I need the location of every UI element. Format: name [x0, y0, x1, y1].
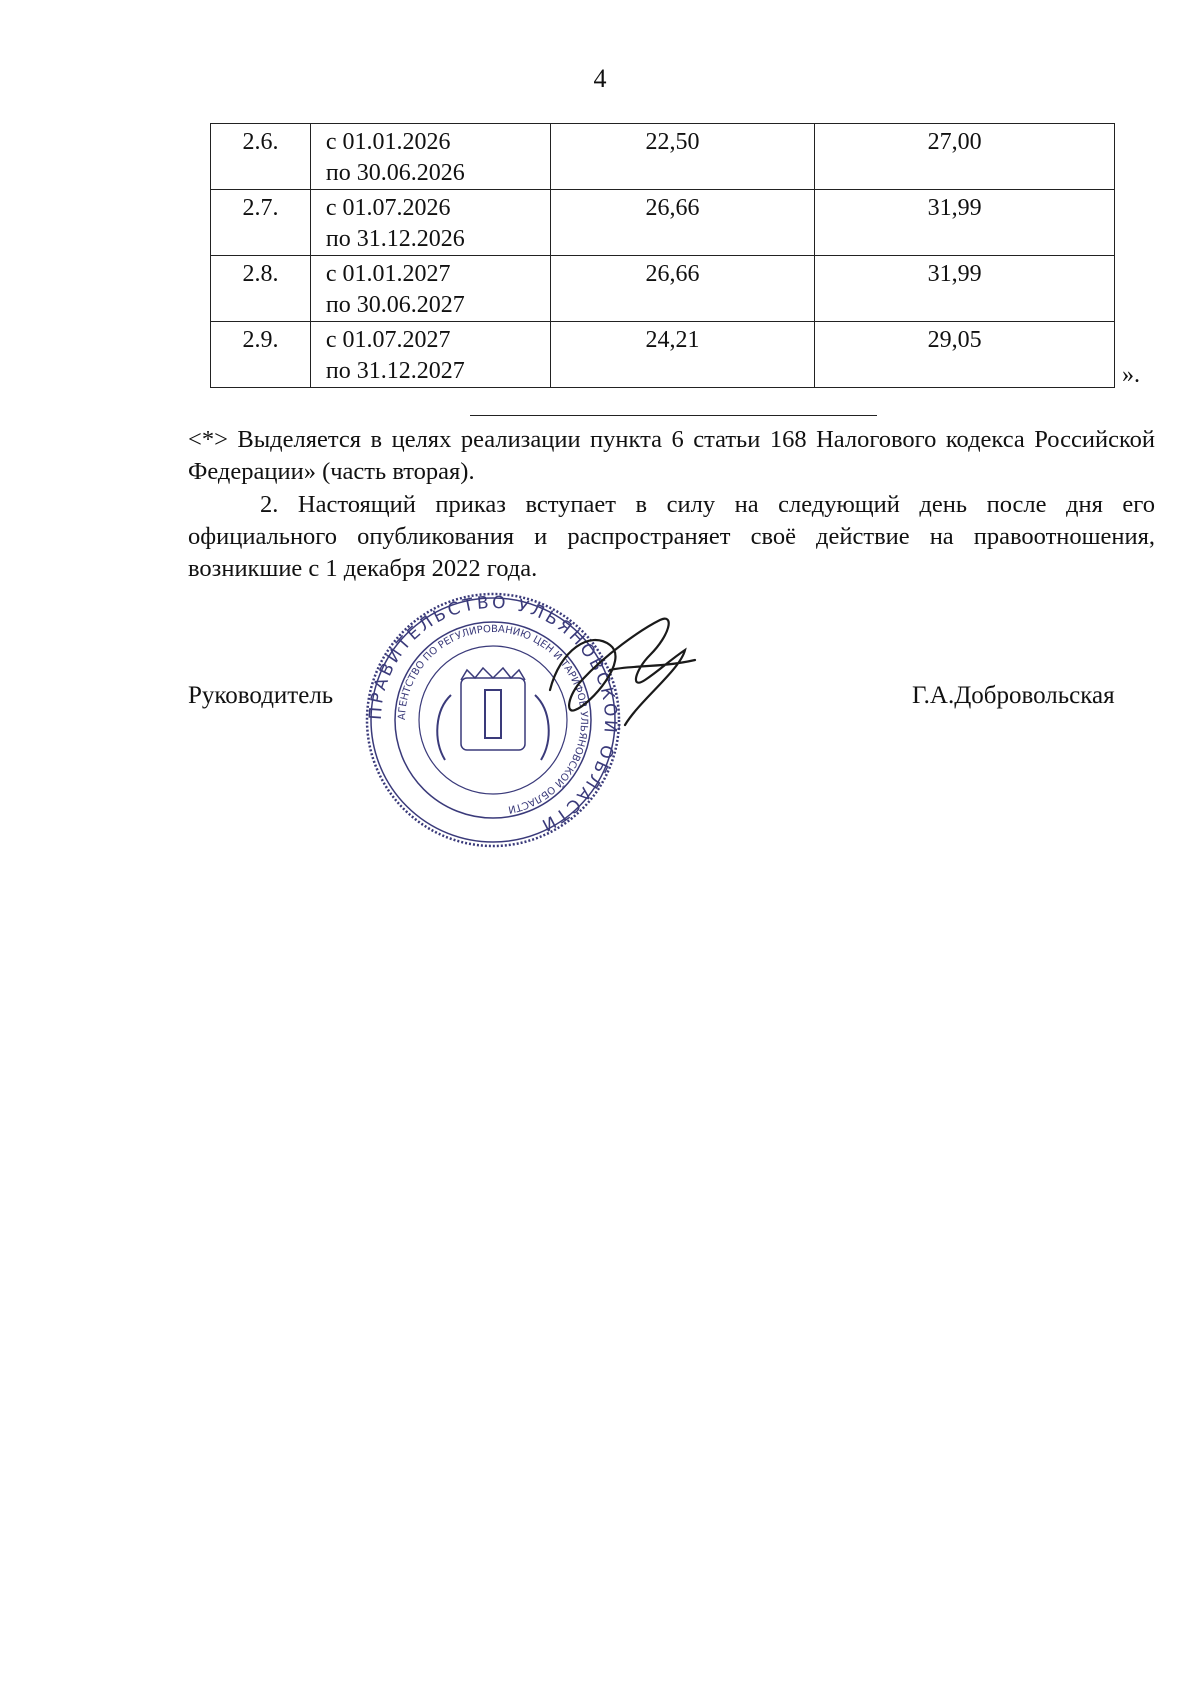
value-with-vat: 27,00 [927, 129, 982, 155]
value-without-vat: 26,66 [645, 261, 700, 287]
period-cell [310, 124, 550, 190]
period-cell [310, 322, 550, 388]
value-cell [550, 256, 815, 322]
value-cell [815, 256, 1115, 322]
period-from: с 01.07.2026 [325, 195, 451, 221]
tariff-table [210, 123, 1115, 388]
value-without-vat: 26,66 [645, 195, 700, 221]
footnote-divider [470, 415, 877, 416]
table-row [211, 322, 1115, 388]
value-cell [550, 124, 815, 190]
stamp-outer-text: ПРАВИТЕЛЬСТВО УЛЬЯНОВСКОЙ ОБЛАСТИ [365, 592, 621, 837]
page-number: 4 [593, 64, 607, 93]
value-with-vat: 29,05 [927, 327, 982, 353]
stamp-inner-text: АГЕНТСТВО ПО РЕГУЛИРОВАНИЮ ЦЕН И ТАРИФОВ УЛЬЯНОВСКОЙ ОБЛАСТИ [396, 623, 590, 815]
footnote: <*> Выделяется в целях реализации пункта 6 статьи 168 Налогового кодекса Российской Федерации» (часть вторая). [188, 426, 1155, 485]
value-with-vat: 31,99 [927, 261, 982, 287]
row-number: 2.9. [211, 322, 311, 388]
value-with-vat: 31,99 [927, 195, 982, 221]
table-row [211, 124, 1115, 190]
paragraph-2: 2. Настоящий приказ вступает в силу на следующий день после дня его официального опубликования и распространяет своё действие на правоотношения, возникшие с 1 декабря 2022 года. [188, 491, 1155, 582]
signatory-name: Г.А.Добровольская [912, 682, 1115, 709]
value-cell [550, 190, 815, 256]
period-from: с 01.01.2026 [325, 129, 451, 155]
row-number: 2.8. [211, 256, 311, 322]
row-number: 2.6. [211, 124, 311, 190]
signatory-role: Руководитель [188, 682, 334, 709]
table-row [211, 190, 1115, 256]
period-to: по 31.12.2026 [325, 226, 465, 252]
value-without-vat: 24,21 [645, 327, 700, 353]
period-to: по 31.12.2027 [325, 358, 465, 384]
period-to: по 30.06.2026 [325, 160, 465, 186]
value-cell [815, 190, 1115, 256]
value-cell [815, 124, 1115, 190]
period-cell [310, 256, 550, 322]
closing-quote: ». [1122, 362, 1140, 388]
period-to: по 30.06.2027 [325, 292, 465, 318]
row-number: 2.7. [211, 190, 311, 256]
value-cell [550, 322, 815, 388]
period-from: с 01.01.2027 [325, 261, 451, 287]
value-cell [815, 322, 1115, 388]
handwritten-signature [520, 610, 720, 740]
period-from: с 01.07.2027 [325, 327, 451, 353]
table-row [211, 256, 1115, 322]
period-cell [310, 190, 550, 256]
value-without-vat: 22,50 [645, 129, 700, 155]
